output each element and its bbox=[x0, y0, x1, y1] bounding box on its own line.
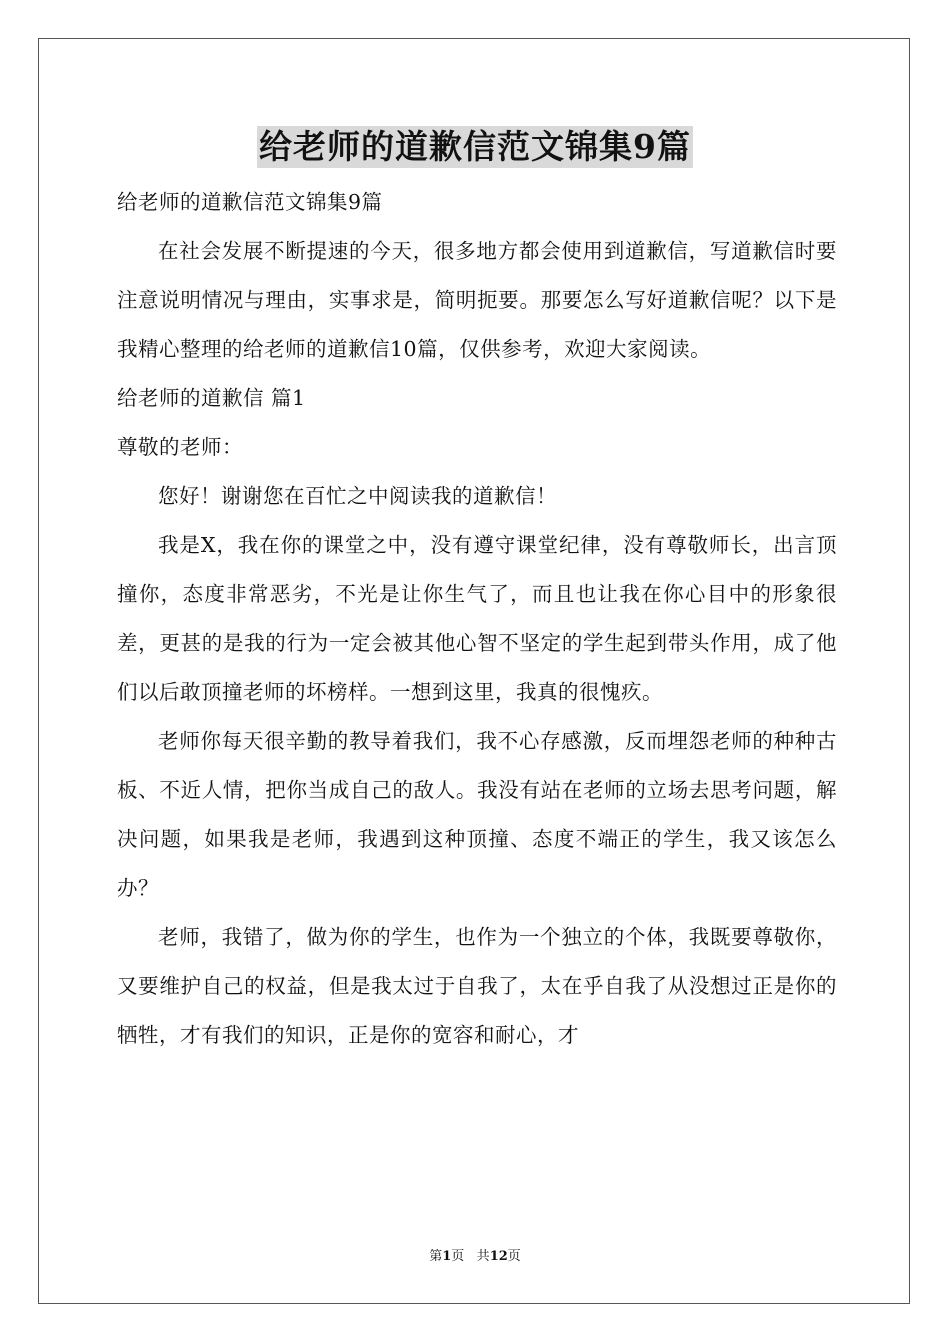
paragraph: 您好！谢谢您在百忙之中阅读我的道歉信！ bbox=[158, 484, 557, 508]
total-prefix: 共 bbox=[476, 1249, 490, 1264]
total-suffix: 页 bbox=[507, 1249, 521, 1264]
total-pages: 12 bbox=[489, 1249, 508, 1264]
page-prefix: 第 bbox=[429, 1249, 443, 1264]
title-container bbox=[0, 126, 950, 168]
paragraph: 老师，我错了，做为你的学生，也作为一个独立的个体，我既要尊敬你，又要维护自己的权益，但是我太过于自我了，太在乎自我了从没想过正是你的牺牲，才有我们的知识，正是你的宽容和耐心，才 bbox=[117, 925, 837, 1047]
page-suffix: 页 bbox=[451, 1249, 465, 1264]
page-footer bbox=[0, 1248, 950, 1266]
paragraph: 给老师的道歉信范文锦集9篇 bbox=[117, 190, 383, 214]
document-body bbox=[117, 178, 837, 1060]
salutation: 尊敬的老师： bbox=[117, 435, 243, 459]
section-heading: 给老师的道歉信 篇1 bbox=[117, 386, 306, 410]
paragraph: 我是X，我在你的课堂之中，没有遵守课堂纪律，没有尊敬师长，出言顶撞你，态度非常恶劣，不光是让你生气了，而且也让我在你心目中的形象很差，更甚的是我的行为一定会被其他心智不坚定的学生起到带头作用，成了他们以后敢顶撞老师的坏榜样。一想到这里，我真的很愧疚。 bbox=[117, 533, 837, 704]
paragraph: 在社会发展不断提速的今天，很多地方都会使用到道歉信，写道歉信时要注意说明情况与理由，实事求是，简明扼要。那要怎么写好道歉信呢？以下是我精心整理的给老师的道歉信10篇，仅供参考，欢迎大家阅读。 bbox=[117, 239, 837, 361]
document-title: 给老师的道歉信范文锦集9篇 bbox=[259, 127, 691, 166]
paragraph: 老师你每天很辛勤的教导着我们，我不心存感激，反而埋怨老师的种种古板、不近人情，把你当成自己的敌人。我没有站在老师的立场去思考问题，解决问题，如果我是老师，我遇到这种顶撞、态度不端正的学生，我又该怎么办？ bbox=[117, 729, 837, 900]
page-number: 1 bbox=[442, 1249, 452, 1264]
